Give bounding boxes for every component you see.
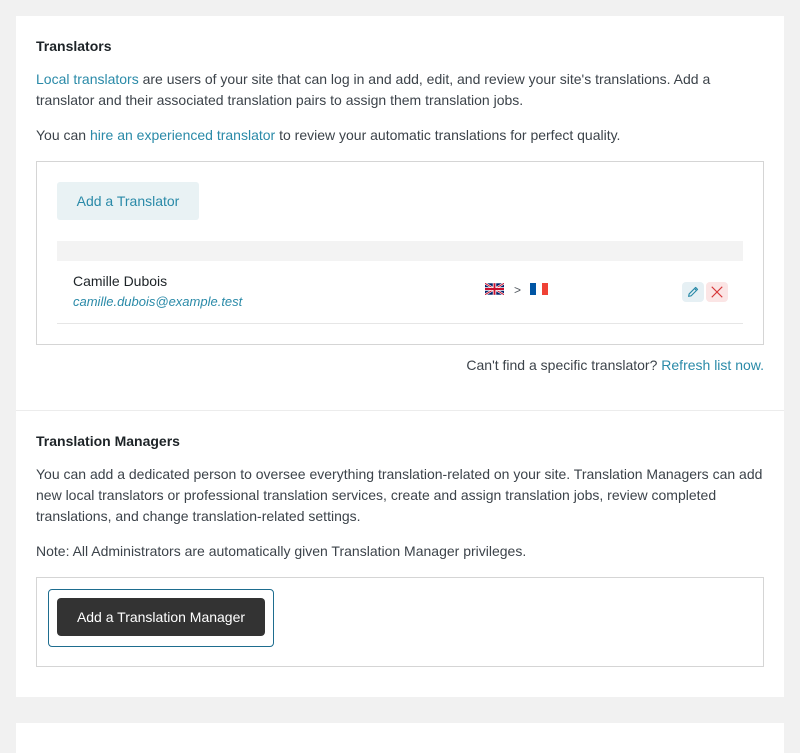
translator-email: camille.dubois@example.test — [73, 294, 243, 309]
france-flag-icon — [530, 282, 548, 298]
refresh-pre-text: Can't find a specific translator? — [466, 357, 662, 373]
managers-description: You can add a dedicated person to oversee everything translation-related on your site. Translation Managers can add new local translators or professional translation services, create and assign translation jobs, review completed translations, and change translation-related settings. — [36, 466, 763, 524]
table-row — [57, 261, 743, 324]
add-translation-manager-button[interactable]: Add a Translation Manager — [57, 598, 265, 636]
refresh-list-link[interactable]: Refresh list now. — [661, 357, 764, 373]
row-actions — [682, 282, 730, 302]
refresh-translators-text — [466, 357, 764, 373]
language-pair — [485, 283, 548, 297]
uk-flag-icon — [485, 282, 504, 298]
translators-card — [16, 16, 784, 411]
translators-box — [36, 161, 764, 345]
add-translator-button[interactable]: Add a Translator — [57, 182, 199, 220]
translators-title: Translators — [36, 38, 112, 54]
translators-intro-text: are users of your site that can log in and add, edit, and review your site's translations. Add a translator and their associated translation pairs to assign them translation jobs. — [36, 71, 711, 108]
translators-intro — [36, 69, 756, 111]
local-translators-link[interactable]: Local translators — [36, 71, 139, 87]
close-icon — [710, 285, 724, 299]
next-card — [16, 723, 784, 753]
delete-translator-button[interactable] — [706, 282, 728, 302]
hire-pre-text: You can — [36, 127, 90, 143]
edit-translator-button[interactable] — [682, 282, 704, 302]
pair-separator: > — [514, 283, 522, 297]
translation-managers-card — [16, 411, 784, 697]
managers-note: Note: All Administrators are automatically given Translation Manager privileges. — [36, 543, 527, 559]
hire-translator-text — [36, 125, 756, 146]
translators-table-header — [57, 241, 743, 261]
hire-post-text: to review your automatic translations for perfect quality. — [275, 127, 621, 143]
translator-name: Camille Dubois — [73, 273, 168, 289]
hire-translator-link[interactable]: hire an experienced translator — [89, 127, 276, 143]
managers-title: Translation Managers — [36, 433, 180, 449]
managers-box — [36, 577, 764, 667]
pencil-icon — [686, 285, 700, 299]
